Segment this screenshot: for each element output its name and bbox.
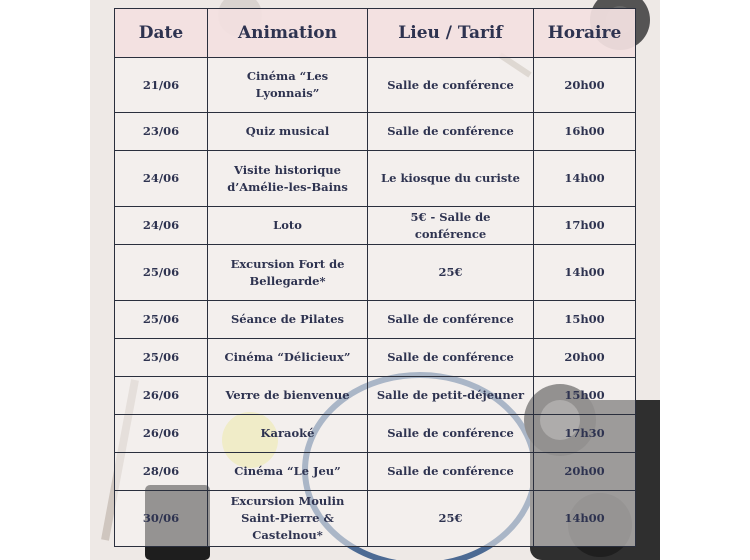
table-row: [115, 207, 636, 245]
cell-animation: Verre de bienvenue: [208, 377, 368, 415]
cell-date: 24/06: [115, 207, 208, 245]
cell-lieu: Salle de conférence: [368, 113, 534, 151]
header-date: Date: [115, 9, 208, 58]
cell-horaire: 15h00: [534, 377, 636, 415]
header-horaire: Horaire: [534, 9, 636, 58]
cell-date: 24/06: [115, 151, 208, 207]
cell-animation: Cinéma “Le Jeu”: [208, 453, 368, 491]
cell-date: 26/06: [115, 415, 208, 453]
table-row: [115, 58, 636, 113]
cell-lieu: Salle de conférence: [368, 339, 534, 377]
cell-date: 21/06: [115, 58, 208, 113]
cell-date: 25/06: [115, 301, 208, 339]
table-row: [115, 453, 636, 491]
cell-horaire: 14h00: [534, 151, 636, 207]
cell-animation: Excursion Moulin Saint-Pierre & Castelnou*: [208, 491, 368, 547]
cell-animation: Loto: [208, 207, 368, 245]
table-row: [115, 301, 636, 339]
table-row: [115, 415, 636, 453]
cell-lieu: Salle de conférence: [368, 453, 534, 491]
cell-lieu: 25€: [368, 491, 534, 547]
cell-date: 23/06: [115, 113, 208, 151]
cell-animation: Cinéma “Les Lyonnais”: [208, 58, 368, 113]
cell-date: 30/06: [115, 491, 208, 547]
table-row: [115, 491, 636, 547]
cell-animation: Séance de Pilates: [208, 301, 368, 339]
table-row: [115, 151, 636, 207]
cell-lieu: 5€ - Salle de conférence: [368, 207, 534, 245]
cell-animation: Karaoké: [208, 415, 368, 453]
cell-animation: Cinéma “Délicieux”: [208, 339, 368, 377]
cell-lieu: Salle de conférence: [368, 415, 534, 453]
cell-horaire: 20h00: [534, 58, 636, 113]
table-row: [115, 339, 636, 377]
cell-animation: Quiz musical: [208, 113, 368, 151]
cell-lieu: 25€: [368, 245, 534, 301]
cell-horaire: 15h00: [534, 301, 636, 339]
table-row: [115, 245, 636, 301]
cell-animation: Visite historique d’Amélie-les-Bains: [208, 151, 368, 207]
schedule-table: [114, 8, 636, 547]
cell-lieu: Salle de petit-déjeuner: [368, 377, 534, 415]
cell-animation: Excursion Fort de Bellegarde*: [208, 245, 368, 301]
cell-date: 28/06: [115, 453, 208, 491]
cell-lieu: Salle de conférence: [368, 301, 534, 339]
cell-date: 25/06: [115, 339, 208, 377]
header-animation: Animation: [208, 9, 368, 58]
cell-horaire: 20h00: [534, 453, 636, 491]
animation-schedule: [114, 8, 635, 545]
cell-horaire: 17h00: [534, 207, 636, 245]
cell-horaire: 16h00: [534, 113, 636, 151]
header-lieu-tarif: Lieu / Tarif: [368, 9, 534, 58]
cell-horaire: 20h00: [534, 339, 636, 377]
cell-lieu: Le kiosque du curiste: [368, 151, 534, 207]
cell-horaire: 14h00: [534, 491, 636, 547]
cell-date: 26/06: [115, 377, 208, 415]
table-row: [115, 113, 636, 151]
cell-horaire: 14h00: [534, 245, 636, 301]
table-row: [115, 377, 636, 415]
table-header-row: [115, 9, 636, 58]
cell-horaire: 17h30: [534, 415, 636, 453]
cell-date: 25/06: [115, 245, 208, 301]
cell-lieu: Salle de conférence: [368, 58, 534, 113]
